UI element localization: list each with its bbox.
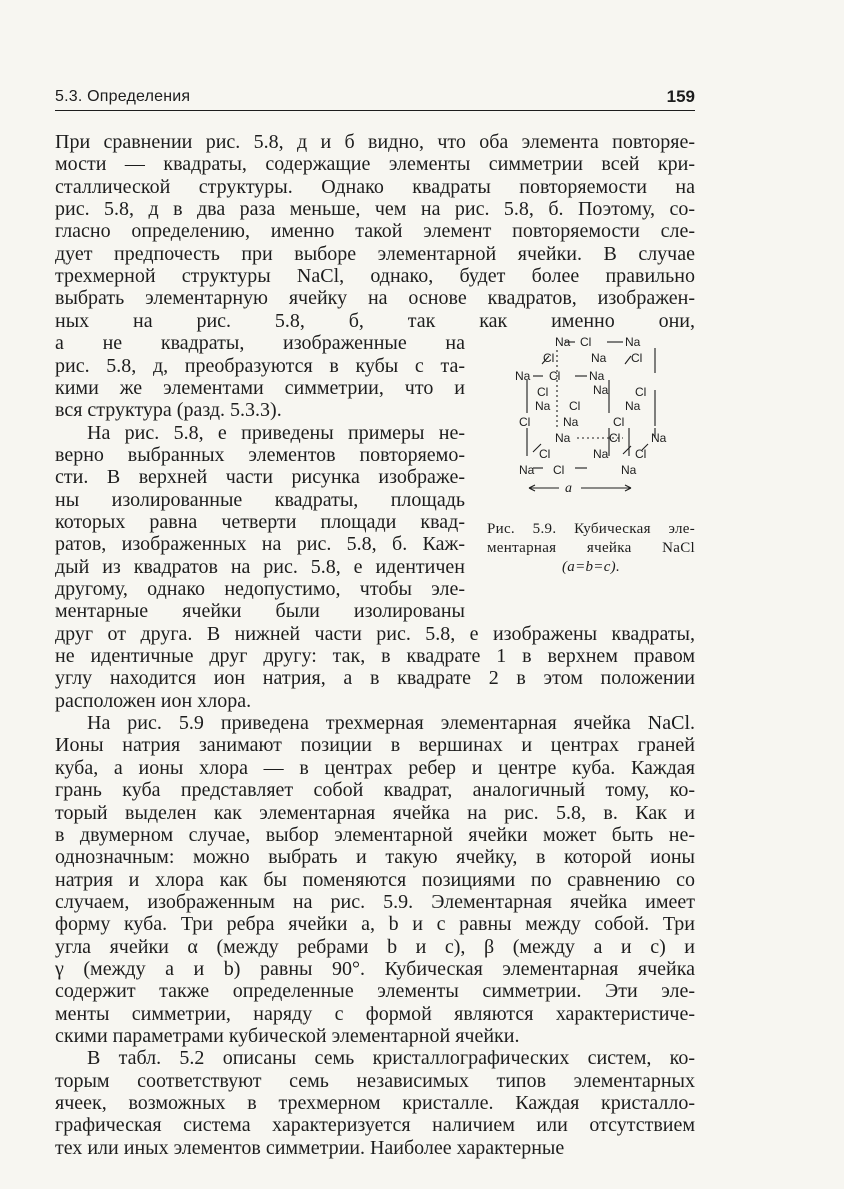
ion-na: Na [625, 335, 641, 349]
ion-na: Na [563, 415, 579, 429]
ion-na: Na [593, 383, 609, 397]
text-line: трехмерной структуры NaCl, однако, будет более правильно [55, 265, 695, 288]
text-line: ментарные ячейки были изолированы [55, 600, 465, 623]
text-line: Ионы натрия занимают позиции в вершинах и центрах граней [55, 734, 695, 757]
text-line: куба, а ионы хлора — в центрах ребер и центре куба. Каждая [55, 756, 695, 779]
text-line: ны изолированные квадраты, площадь [55, 488, 465, 511]
text-line: однозначным: можно выбрать и такую ячейку, в которой ионы [55, 846, 695, 869]
text-line: кими же элементами симметрии, что и [55, 376, 465, 399]
ion-na: Na [621, 463, 637, 477]
ion-cl: Cl [553, 463, 565, 477]
ion-cl: Cl [613, 415, 625, 429]
ion-cl: Cl [543, 351, 555, 365]
text-line: скими параметрами кубической элементарной ячейки. [55, 1025, 520, 1047]
ion-cl: Cl [569, 399, 581, 413]
ion-na: Na [651, 431, 667, 445]
text-line: содержит также определенные элементы симметрии. Эти эле- [55, 980, 695, 1003]
ion-na: Na [519, 463, 535, 477]
text-line: выбрать элементарную ячейку на основе квадратов, изображен- [55, 287, 695, 310]
text-line: тех или иных элементов симметрии. Наиболее характерные [55, 1136, 565, 1159]
ion-na: Na [625, 399, 641, 413]
text-line: При сравнении рис. 5.8, д и б видно, что оба элемента повторяе- [55, 131, 695, 153]
text-line: мости — квадраты, содержащие элементы симметрии всей кри- [55, 153, 695, 176]
ion-na: Na [593, 447, 609, 461]
text-line: дый из квадратов на рис. 5.8, е идентичен [55, 555, 465, 578]
text-line: форму куба. Три ребра ячейки a, b и c равны между собой. Три [55, 913, 695, 936]
text-line: угла ячейки α (между ребрами b и c), β (между a и c) и [55, 935, 695, 958]
text-line: ных на рис. 5.8, б, так как именно они, [55, 309, 695, 332]
text-line: грань куба представляет собой квадрат, аналогичный тому, ко- [55, 779, 695, 802]
text-line: расположен ион хлора. [55, 689, 252, 712]
edge-label: a [565, 481, 572, 496]
text-line: другому, однако недопустимо, чтобы эле- [55, 578, 465, 600]
text-line: графическая система характеризуется наличием или отсутствием [55, 1114, 695, 1137]
text-line: дует предпочесть при выборе элементарной ячейки. В случае [55, 242, 695, 265]
text-line: сти. В верхней части рисунка изображе- [55, 466, 465, 489]
ion-cl: Cl [635, 385, 647, 399]
ion-na: Na [555, 431, 571, 445]
text-line: вся структура (разд. 5.3.3). [55, 399, 282, 422]
text-line: торый выделен как элементарная ячейка на рис. 5.8, в. Как и [55, 801, 695, 824]
figure-caption [487, 520, 695, 577]
ion-na: Na [535, 399, 551, 413]
ion-na: Na [589, 369, 605, 383]
running-header [55, 88, 695, 111]
text-line: рис. 5.8, д в два раза меньше, чем на рис. 5.8, б. Поэтому, со- [55, 198, 695, 221]
caption-line: Рис. 5.9. Кубическая эле- [487, 521, 695, 537]
text-line: в двумерном случае, выбор элементарной ячейки может быть не- [55, 823, 695, 846]
ion-cl: Cl [519, 415, 531, 429]
caption-line: (a=b=c). [561, 559, 621, 575]
text-line: сталлической структуры. Однако квадраты повторяемости на [55, 175, 695, 198]
ion-cl: Cl [580, 335, 592, 349]
ion-cl: Cl [539, 447, 551, 461]
ion-cl: Cl [549, 369, 561, 383]
text-line: рис. 5.8, д, преобразуются в кубы с та- [55, 354, 465, 377]
text-line: торым соответствуют семь независимых типов элементарных [55, 1069, 695, 1092]
ion-cl: Cl [609, 431, 621, 445]
ion-na: Na [515, 369, 531, 383]
text-line: На рис. 5.8, е приведены примеры не- [87, 421, 465, 444]
text-line: ратов, изображенных на рис. 5.8, б. Каж- [55, 533, 465, 556]
ion-na: Na [555, 335, 571, 349]
ion-na: Na [591, 351, 607, 365]
nacl-unit-cell-figure [505, 328, 685, 498]
caption-line: ментарная ячейка NaCl [487, 540, 695, 556]
page-number: 159 [666, 87, 695, 106]
ion-cl: Cl [537, 385, 549, 399]
text-line: натрия и хлора как бы поменяются позициями по сравнению со [55, 868, 695, 891]
text-line: а не квадраты, изображенные на [55, 332, 465, 355]
text-line: случаем, изображенным на рис. 5.9. Элементарная ячейка имеет [55, 890, 695, 913]
text-line: которых равна четверти площади квад- [55, 510, 465, 533]
text-line: γ (между a и b) равны 90°. Кубическая элементарная ячейка [55, 957, 695, 980]
ion-cl: Cl [635, 447, 647, 461]
text-line: верно выбранных элементов повторяемо- [55, 443, 465, 466]
section-title: 5.3. Определения [55, 88, 191, 105]
text-line: В табл. 5.2 описаны семь кристаллографических систем, ко- [87, 1047, 695, 1070]
text-line: менты симметрии, наряду с формой являются характеристиче- [55, 1002, 695, 1025]
text-line: не идентичные друг другу: так, в квадрате 1 в верхнем правом [55, 645, 695, 668]
text-line: углу находится ион натрия, а в квадрате 2 в этом положении [55, 667, 695, 690]
text-line: гласно определению, именно такой элемент повторяемости сле- [55, 220, 695, 243]
ion-cl: Cl [631, 351, 643, 365]
text-line: На рис. 5.9 приведена трехмерная элементарная ячейка NaCl. [87, 712, 695, 735]
text-line: ячеек, возможных в трехмерном кристалле. Каждая кристалло- [55, 1092, 695, 1115]
text-line: друг от друга. В нижней части рис. 5.8, е изображены квадраты, [55, 622, 695, 645]
